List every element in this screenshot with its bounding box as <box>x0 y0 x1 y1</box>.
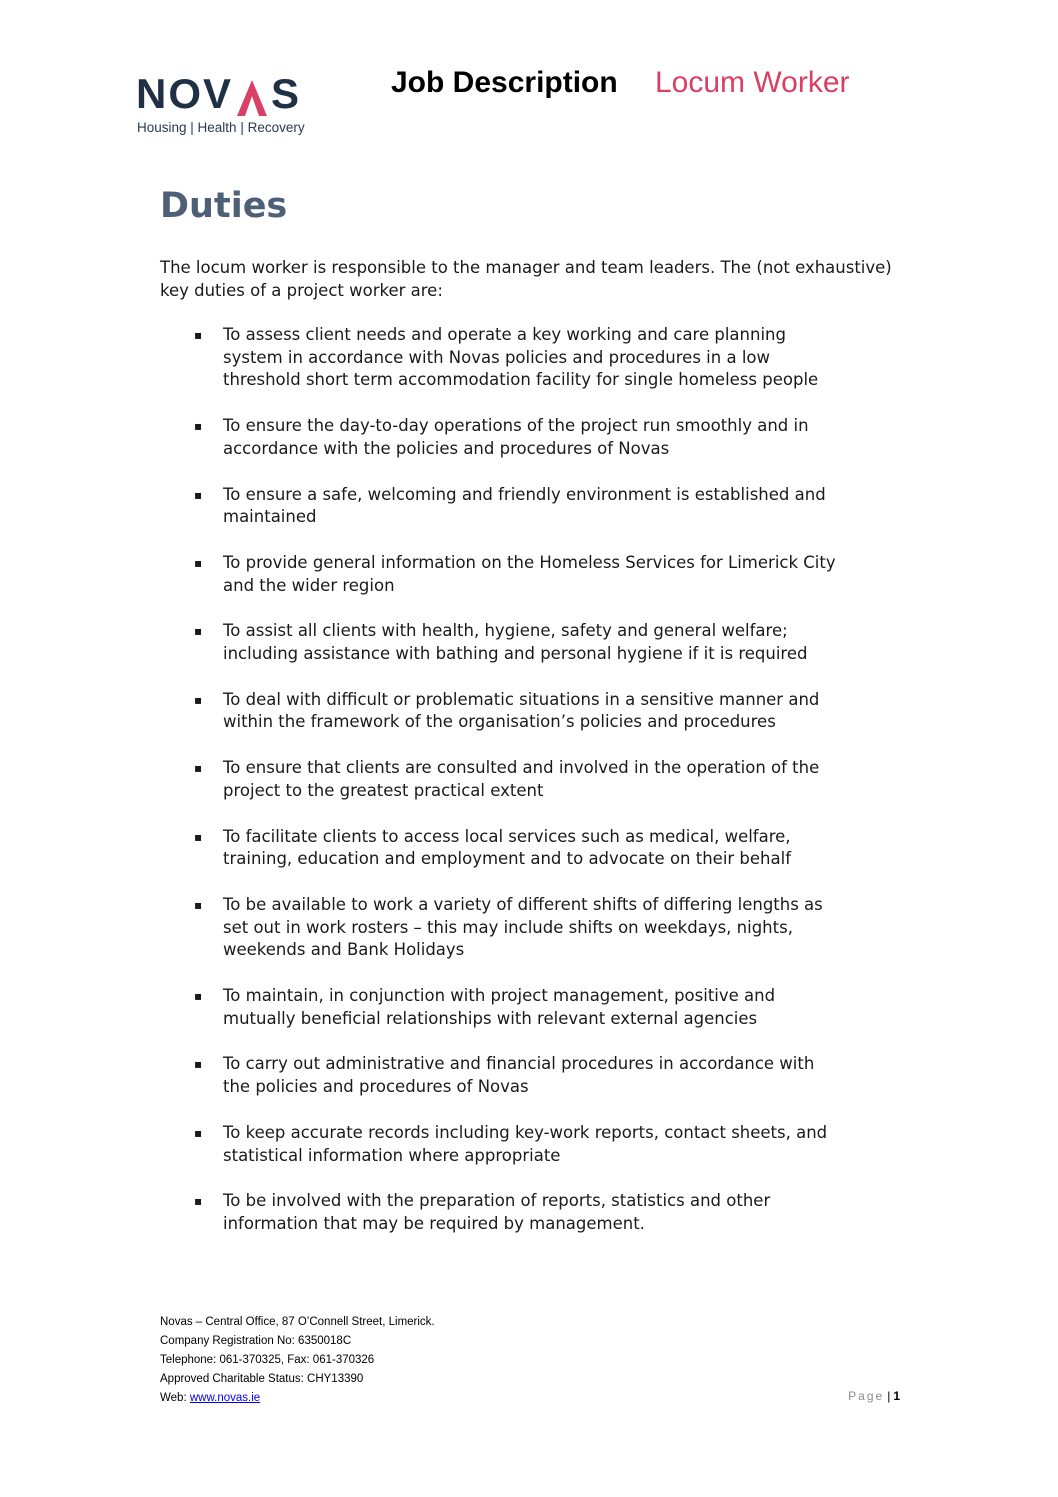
logo-a-chevron-icon <box>234 76 270 116</box>
duty-line: system in accordance with Novas policies and procedures in a low <box>223 347 770 367</box>
duty-item <box>160 1053 900 1098</box>
duty-line: To ensure that clients are consulted and involved in the operation of the <box>223 758 820 778</box>
duty-line: within the framework of the organisation’s policies and procedures <box>223 712 776 732</box>
duty-line: To assess client needs and operate a key working and care planning <box>223 325 786 344</box>
duty-item <box>160 415 900 460</box>
page-separator: | <box>887 1389 891 1403</box>
bullet-icon: ▪ <box>194 692 203 707</box>
duty-line: To be involved with the preparation of reports, statistics and other <box>223 1191 771 1211</box>
bullet-icon: ▪ <box>194 419 203 434</box>
bullet-icon: ▪ <box>194 555 203 570</box>
duty-line: To carry out administrative and financial procedures in accordance with <box>223 1054 815 1074</box>
duty-item <box>160 985 900 1030</box>
duty-line: set out in work rosters – this may include shifts on weekdays, nights, <box>223 917 793 937</box>
duty-line: and the wider region <box>223 575 395 595</box>
footer-charity: Approved Charitable Status: CHY13390 <box>160 1373 364 1385</box>
bullet-icon: ▪ <box>194 624 203 639</box>
bullet-icon: ▪ <box>194 829 203 844</box>
logo-tagline: Housing | Health | Recovery <box>137 120 305 135</box>
duty-line: threshold short term accommodation facility for single homeless people <box>223 370 819 390</box>
duty-item <box>160 1190 900 1235</box>
duty-item <box>160 552 900 597</box>
bullet-icon: ▪ <box>194 487 203 502</box>
duty-item <box>160 894 900 962</box>
footer <box>160 1313 435 1408</box>
page-number-value: 1 <box>893 1389 900 1403</box>
footer-web-label: Web: <box>160 1392 187 1404</box>
duty-item <box>160 1122 900 1167</box>
novas-logo <box>136 72 305 135</box>
duty-line: project to the greatest practical extent <box>223 780 544 800</box>
duty-line: including assistance with bathing and personal hygiene if it is required <box>223 644 808 664</box>
section-title: Duties <box>160 186 288 226</box>
bullet-icon: ▪ <box>194 897 203 912</box>
duty-item <box>160 826 900 871</box>
duty-line: To ensure the day-to-day operations of the project run smoothly and in <box>223 416 809 436</box>
duty-line: accordance with the policies and procedures of Novas <box>223 438 670 458</box>
duty-line: To be available to work a variety of different shifts of differing lengths as <box>223 894 823 914</box>
logo-letter-v: V <box>203 70 234 117</box>
bullet-icon: ▪ <box>194 328 203 342</box>
duty-line: To facilitate clients to access local services such as medical, welfare, <box>223 826 791 846</box>
duty-line: training, education and employment and to advocate on their behalf <box>223 849 792 869</box>
role-title: Locum Worker <box>655 66 850 99</box>
footer-address: Novas – Central Office, 87 O’Connell Street, Limerick. <box>160 1316 435 1328</box>
duty-line: To provide general information on the Homeless Services for Limerick City <box>223 552 836 572</box>
duty-line: To deal with difficult or problematic situations in a sensitive manner and <box>223 689 820 709</box>
page-number <box>848 1389 900 1403</box>
duty-line: To maintain, in conjunction with project management, positive and <box>223 986 776 1006</box>
duty-item <box>160 689 900 734</box>
document-type: Job Description <box>391 66 618 99</box>
duty-item <box>160 324 900 392</box>
duty-item <box>160 757 900 802</box>
bullet-icon: ▪ <box>194 1125 203 1140</box>
logo-wordmark <box>136 72 305 116</box>
footer-web-link[interactable]: www.novas.ie <box>189 1392 261 1404</box>
footer-registration: Company Registration No: 6350018C <box>160 1335 352 1347</box>
duty-item <box>160 484 900 529</box>
duty-line: information that may be required by management. <box>223 1213 645 1233</box>
duty-line: weekends and Bank Holidays <box>223 940 465 960</box>
duties-list <box>160 324 900 1259</box>
footer-web <box>160 1389 435 1408</box>
duty-line: To assist all clients with health, hygiene, safety and general welfare; <box>223 621 788 641</box>
duty-line: statistical information where appropriate <box>223 1145 561 1165</box>
bullet-icon: ▪ <box>194 1057 203 1072</box>
duty-line: To ensure a safe, welcoming and friendly environment is established and <box>223 484 826 504</box>
page-label: Page <box>848 1389 885 1403</box>
duty-line: maintained <box>223 507 317 527</box>
duty-line: To keep accurate records including key-work reports, contact sheets, and <box>223 1122 828 1142</box>
logo-letter-s: S <box>271 70 302 117</box>
logo-letter-n: N <box>136 70 169 117</box>
intro-paragraph: The locum worker is responsible to the manager and team leaders. The (not exhaustive) key duties of a project worker are: <box>160 258 892 300</box>
duty-item <box>160 620 900 665</box>
duty-line: the policies and procedures of Novas <box>223 1077 529 1097</box>
bullet-icon: ▪ <box>194 1194 203 1209</box>
logo-letter-o: O <box>168 70 204 117</box>
footer-phone: Telephone: 061-370325, Fax: 061-370326 <box>160 1354 375 1366</box>
bullet-icon: ▪ <box>194 989 203 1004</box>
duty-line: mutually beneficial relationships with relevant external agencies <box>223 1008 758 1028</box>
bullet-icon: ▪ <box>194 761 203 776</box>
